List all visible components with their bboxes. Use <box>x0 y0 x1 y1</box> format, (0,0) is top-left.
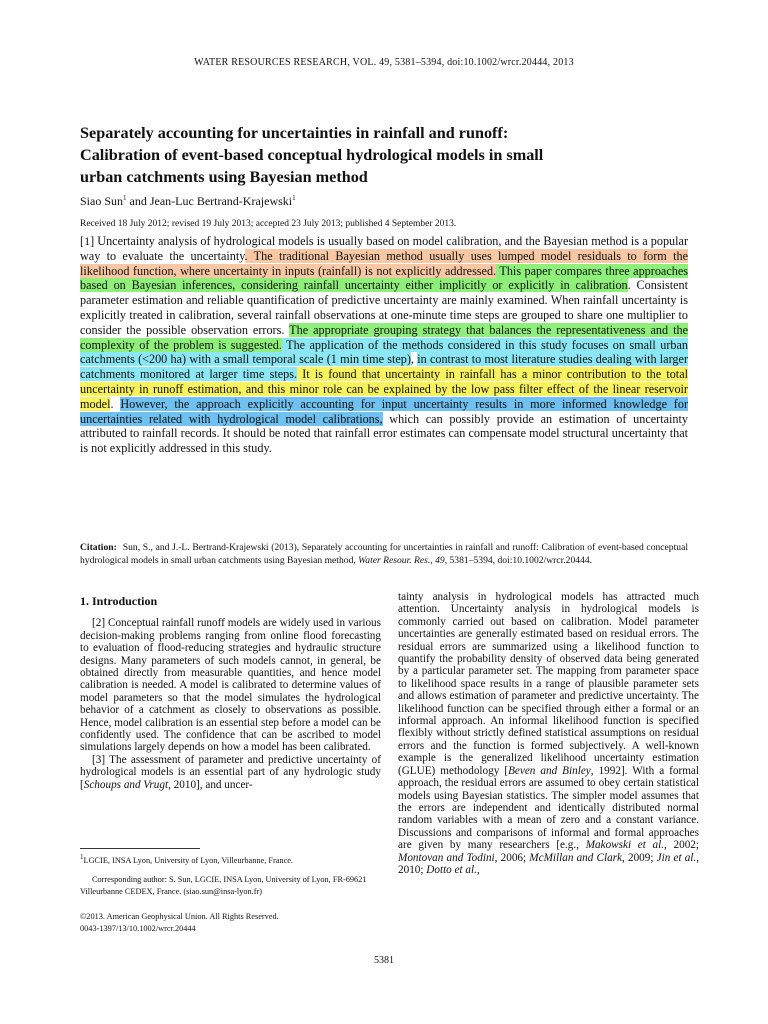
paragraph-3-number: 3 <box>95 753 102 766</box>
paragraph-3-text: The assessment of parameter and predictive uncertainty of hydrological models is an essential part of any hydrologic study [ <box>80 753 381 791</box>
abstract-sentence-4: . Consistent parameter estimation and reliable quantification of predictive uncertainty are mainly examined. When rainfall uncertainty is explicitly treated in calibration, several rainfall observations at one-minute time steps are grouped to share one multiplier to consider the possible observation errors. <box>80 278 688 337</box>
right-column <box>398 591 699 876</box>
abstract-highlight-orange: . The traditional Bayesian method usually uses lumped model residuals to form the likelihood function, where uncertainty in inputs (rainfall) is not explicitly addressed. <box>80 248 688 278</box>
abstract-highlight-green-2: The appropriate grouping strategy that balances the representativeness and the complexity of the problem is suggested. <box>80 322 688 352</box>
right-text-5: , 2009; <box>622 851 657 864</box>
affiliation-text: LGCIE, INSA Lyon, University of Lyon, Villeurbanne, France. <box>83 856 294 865</box>
citation-journal: Water Resour. Res. <box>358 555 431 566</box>
title-line-3: urban catchments using Bayesian method <box>80 168 368 186</box>
running-header: WATER RESOURCES RESEARCH, VOL. 49, 5381–5394, doi:10.1002/wrcr.20444, 2013 <box>194 57 574 68</box>
citation-pages: , 5381–5394, doi:10.1002/wrcr.20444. <box>444 555 593 566</box>
citation-comma: , <box>430 555 436 566</box>
right-text-3: , 2002; <box>664 839 700 852</box>
issn: 0043-1397/13/10.1002/wrcr.20444 <box>80 923 196 933</box>
page-number: 5381 <box>374 955 394 966</box>
reference-montovan-todini: Montovan and Todini <box>398 851 495 864</box>
abstract-sentence-final: which can possibly provide an estimation of uncertainty attributed to rainfall records. It should be noted that rainfall error estimates can compensate model structural uncertainty that is not explicitly addressed in this study. <box>80 411 688 456</box>
paragraph-3-continued <box>398 591 699 876</box>
right-text-2: , 1992]. With a formal approach, the residual errors are assumed to obey certain statistical models using Bayesian statistics. The simpler model assumes that the errors are independent and identically distributed normal random variables with a mean of zero and a constant variance. Discussions and comparisons of informal and formal approaches are given by many researchers [e.g., <box>398 764 699 852</box>
author-2-affiliation-mark: 1 <box>292 194 296 202</box>
author-2: Jean-Luc Bertrand-Krajewski <box>149 194 293 208</box>
abstract-highlight-cyan-2: in contrast to most literature studies dealing with larger catchments monitored at larger time steps. <box>80 352 688 382</box>
author-1-affiliation-mark: 1 <box>123 194 127 202</box>
reference-beven-binley: Beven and Binley <box>508 764 591 777</box>
paragraph-2-number: 2 <box>95 617 102 630</box>
right-text-1: tainty analysis in hydrological models has attracted much attention. Uncertainty analysis in hydrological models is commonly carried out based on calibration. Model parameter uncertainties are generally estimated based on residual errors. The residual errors are summarized using a likelihood function to quantify the probability density of observed data being generated by a particular parameter set. The mapping from parameter space to likelihood space results in a range of plausible parameter sets and allows estimation of parameter and predictive uncertainty. The likelihood function can be specified through either a formal or an informal approach. An informal likelihood function is specified flexibly without strictly defined statistical assumptions on residual errors and the function is formed subjectively. A well-known example is the generalized likelihood uncertainty estimation (GLUE) methodology [ <box>398 591 699 777</box>
abstract-paragraph-number: 1 <box>84 234 91 248</box>
paragraph-2-text: Conceptual rainfall runoff models are widely used in various decision-making problems ranging from online flood forecasting to evaluation of flood-reducing strategies and hydraulic structure designs. Many parameters of such models cannot, in general, be obtained directly from measurable quantities, and hence model calibration is needed. A model is calibrated to determine values of model parameters so that the model simulates the hydrological behavior of a catchment as closely to observations as possible. Hence, model calibration is an essential step before a model can be confidently used. The confidence that can be ascribed to model simulations largely depends on how a model has been calibrated. <box>80 617 381 754</box>
author-1: Siao Sun <box>80 194 124 208</box>
right-text-6: , 2010; <box>398 851 700 876</box>
abstract: [1] Uncertainty analysis of hydrological models is usually based on model calibration, and the Bayesian method is a popular way to evaluate the uncertainty. The traditional Bayesian method usually uses lumped model residuals to form the likelihood function, where uncertainty in inputs (rainfall) is not explicitly addressed. This paper compares three approaches based on Bayesian inferences, considering rainfall uncertainty either implicitly or explicitly in calibration. Consistent parameter estimation and reliable quantification of predictive uncertainty are mainly examined. When rainfall uncertainty is explicitly treated in calibration, several rainfall observations at one-minute time steps are grouped to share one multiplier to consider the possible observation errors. The appropriate grouping strategy that balances the representativeness and the complexity of the problem is suggested. The application of the methods considered in this study focuses on small urban catchments (<200 ha) with a small temporal scale (1 min time step), in contrast to most literature studies dealing with larger catchments monitored at larger time steps. It is found that uncertainty in rainfall has a minor contribution to the total uncertainty in runoff estimation, and this minor role can be explained by the low pass filter effect of the linear reservoir model. However, the approach explicitly accounting for input uncertainty results in more informed knowledge for uncertainties related with hydrological model calibrations, which can possibly provide an estimation of uncertainty attributed to rainfall records. It should be noted that rainfall error estimates can compensate model structural uncertainty that is not explicitly addressed in this study. <box>80 234 689 456</box>
reference-schoups-vrugt: Schoups and Vrugt <box>83 778 169 791</box>
copyright: ©2013. American Geophysical Union. All Rights Reserved. <box>80 912 279 922</box>
affiliation-mark: 1 <box>80 853 84 862</box>
reference-mcmillan-clark: McMillan and Clark <box>529 851 623 864</box>
citation-label: Citation: <box>80 542 117 553</box>
abstract-highlight-green-1: This paper compares three approaches based on Bayesian inferences, considering rainfall uncertainty either implicitly or explicitly in calibration <box>80 263 688 293</box>
right-text-7: , <box>476 863 480 876</box>
reference-dotto: Dotto et al. <box>426 863 477 876</box>
affiliation-footnote <box>80 855 381 866</box>
abstract-highlight-cyan-1: The application of the methods considered in this study focuses on small urban catchments (<200 ha) with a small temporal scale (1 min time step) <box>80 337 688 367</box>
citation-volume: 49 <box>435 555 445 566</box>
section-heading: 1. Introduction <box>80 594 158 608</box>
abstract-separator-2: . <box>110 396 121 411</box>
paper-title <box>80 122 700 188</box>
citation <box>80 541 688 567</box>
left-column <box>80 592 381 791</box>
paragraph-3-tail: , 2010], and uncer- <box>168 778 253 791</box>
abstract-highlight-yellow: It is found that uncertainty in rainfall has a minor contribution to the total uncertainty in runoff estimation, and this minor role can be explained by the low pass filter effect of the linear reservoir model <box>80 367 688 411</box>
title-line-2: Calibration of event-based conceptual hydrological models in small <box>80 146 544 164</box>
citation-text: Sun, S., and J.-L. Bertrand-Krajewski (2013), Separately accounting for uncertainties in rainfall and runoff: Calibration of event-based conceptual hydrological models in small urban catchments using Bayesian method, <box>80 542 688 566</box>
reference-makowski: Makowski et al. <box>585 839 665 852</box>
corresponding-author: Corresponding author: S. Sun, LGCIE, INSA Lyon, University of Lyon, FR-69621 Villeurbanne CEDEX, France. (siao.sun@insa-lyon.fr) <box>80 875 367 896</box>
abstract-sentence-1: Uncertainty analysis of hydrological models is usually based on model calibration, and the Bayesian method is a popular way to evaluate the uncertainty <box>80 234 688 263</box>
abstract-separator-1: , <box>410 352 418 367</box>
author-conjunction: and <box>126 194 150 208</box>
abstract-highlight-blue: However, the approach explicitly accounting for input uncertainty results in more informed knowledge for uncertainties related with hydrological model calibrations, <box>80 396 689 426</box>
reference-jin: Jin et al. <box>656 851 697 864</box>
footnotes <box>80 855 381 934</box>
right-text-4: , 2006; <box>494 851 530 864</box>
received-dates: Received 18 July 2012; revised 19 July 2013; accepted 23 July 2013; published 4 September 2013. <box>80 219 457 229</box>
title-line-1: Separately accounting for uncertainties in rainfall and runoff: <box>80 124 509 142</box>
paragraph-3: [3] The assessment of parameter and predictive uncertainty of hydrological models is an essential part of any hydrologic study [Schoups and Vrugt, 2010], and uncer- <box>80 753 381 791</box>
footnote-divider <box>80 848 200 849</box>
paragraph-2: [2] Conceptual rainfall runoff models are widely used in various decision-making problems ranging from online flood forecasting to evaluation of flood-reducing strategies and hydraulic structure designs. Many parameters of such models cannot, in general, be obtained directly from measurable quantities, and hence model calibration is needed. A model is calibrated to determine values of model parameters so that the model simulates the hydrological behavior of a catchment as closely to observations as possible. Hence, model calibration is an essential step before a model can be confidently used. The confidence that can be ascribed to model simulations largely depends on how a model has been calibrated. <box>80 617 381 754</box>
author-list <box>80 194 296 209</box>
